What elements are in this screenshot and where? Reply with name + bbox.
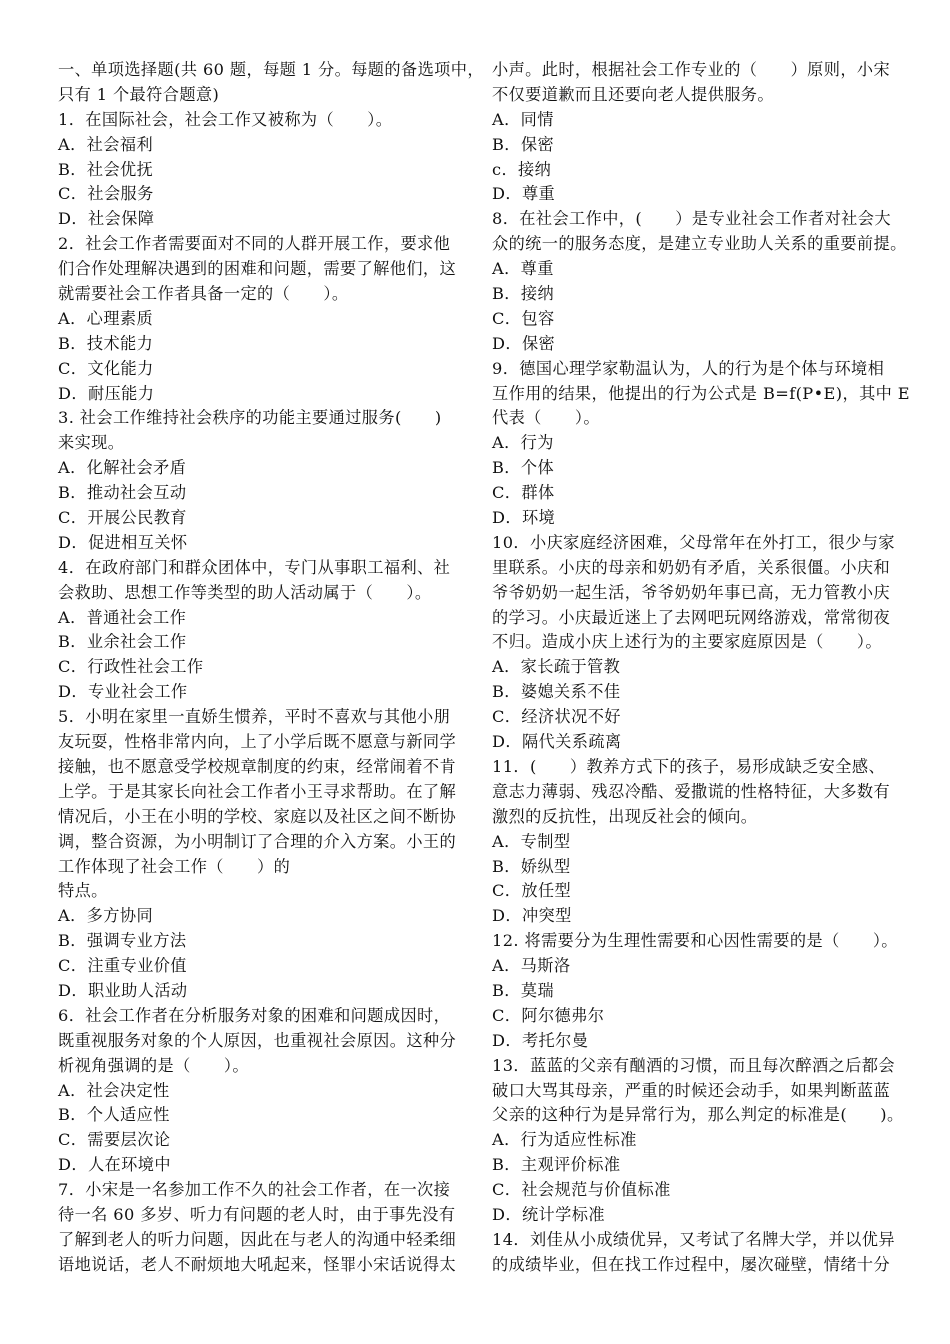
- text-line: A．同情: [492, 109, 554, 129]
- text-line: 一、单项选择题(共 60 题，每题 1 分。每题的备选项中，: [58, 60, 484, 79]
- text-line: C．注重专业价值: [58, 956, 187, 976]
- text-line: C．包容: [492, 308, 555, 328]
- text-line: A．社会决定性: [58, 1080, 170, 1100]
- text-line: C．开展公民教育: [58, 508, 187, 528]
- text-line: C．阿尔德弗尔: [492, 1005, 605, 1025]
- text-line: 不仅要道歉而且还要向老人提供服务。: [492, 84, 774, 104]
- text-line: 们合作处理解决遇到的困难和问题，需要了解他们，这: [58, 259, 457, 279]
- text-line: A．专制型: [492, 831, 571, 851]
- text-line: C．文化能力: [58, 358, 154, 378]
- text-line: A．多方协同: [58, 906, 154, 926]
- text-line: 代表（ ）。: [492, 408, 601, 428]
- text-line: 6．社会工作者在分析服务对象的困难和问题成因时，: [58, 1005, 451, 1025]
- text-line: A．行为: [492, 433, 554, 453]
- text-line: B．技术能力: [58, 333, 154, 353]
- text-line: 里联系。小庆的母亲和奶奶有矛盾，关系很僵。小庆和: [492, 557, 891, 577]
- text-line: 接触，也不愿意受学校规章制度的约束，经常闹着不肯: [58, 756, 457, 776]
- text-line: D．统计学标准: [492, 1204, 605, 1224]
- text-line: B．保密: [492, 134, 555, 154]
- text-line: B．业余社会工作: [58, 632, 187, 652]
- text-line: 调，整合资源，为小明制订了合理的介入方案。小王的: [58, 831, 457, 851]
- text-line: D．耐压能力: [58, 383, 155, 403]
- text-line: B．莫瑞: [492, 980, 555, 1000]
- text-line: 小声。此时，根据社会工作专业的（ ）原则，小宋: [492, 60, 891, 79]
- text-line: 特点。: [58, 881, 108, 901]
- text-line: 8．在社会工作中，( ）是专业社会工作者对社会大: [492, 209, 891, 229]
- text-line: C．放任型: [492, 881, 572, 901]
- text-line: D．促进相互关怀: [58, 532, 188, 552]
- text-line: 激烈的反抗性，出现反社会的倾向。: [492, 806, 758, 826]
- text-line: 的成绩毕业，但在找工作过程中，屡次碰壁，情绪十分: [492, 1254, 891, 1274]
- text-line: 14．刘佳从小成绩优异，又考试了名牌大学，并以优异: [492, 1229, 895, 1249]
- text-line: 来实现。: [58, 433, 125, 453]
- text-line: 破口大骂其母亲，严重的时候还会动手，如果判断蓝蓝: [492, 1080, 891, 1100]
- text-line: 12. 将需要分为生理性需要和心因性需要的是（ ）。: [492, 931, 898, 951]
- text-line: A．普通社会工作: [58, 607, 187, 627]
- text-line: B．婆媳关系不佳: [492, 682, 621, 702]
- text-line: B．接纳: [492, 284, 555, 304]
- text-line: 11．( ）教养方式下的孩子，易形成缺乏安全感、: [492, 756, 886, 776]
- text-line: A．马斯洛: [492, 956, 571, 976]
- text-line: D．考托尔曼: [492, 1030, 589, 1050]
- text-line: 3. 社会工作维持社会秩序的功能主要通过服务( ): [58, 408, 442, 428]
- right-text-column: [492, 58, 911, 1278]
- text-line: 爷爷奶奶一起生活，爷爷奶奶年事已高，无力管教小庆: [492, 582, 891, 602]
- text-line: D．职业助人活动: [58, 980, 188, 1000]
- text-line: C．需要层次论: [58, 1130, 171, 1150]
- text-line: 的学习。小庆最近迷上了去网吧玩网络游戏，常常彻夜: [492, 607, 891, 627]
- text-line: 情况后，小王在小明的学校、家庭以及社区之间不断协: [58, 806, 457, 826]
- left-text-column: [58, 58, 484, 1278]
- text-line: 就需要社会工作者具备一定的（ ）。: [58, 284, 349, 304]
- text-line: D．冲突型: [492, 906, 572, 926]
- text-line: B．强调专业方法: [58, 931, 187, 951]
- text-line: 13．蓝蓝的父亲有酗酒的习惯，而且每次醉酒之后都会: [492, 1055, 895, 1075]
- text-line: B．推动社会互动: [58, 483, 187, 503]
- text-line: 2．社会工作者需要面对不同的人群开展工作，要求他: [58, 234, 451, 254]
- text-line: 语地说话，老人不耐烦地大吼起来，怪罪小宋话说得太: [58, 1254, 457, 1274]
- text-line: D．环境: [492, 508, 556, 528]
- text-line: B．个人适应性: [58, 1105, 170, 1125]
- text-line: 7．小宋是一名参加工作不久的社会工作者，在一次接: [58, 1180, 451, 1200]
- text-line: 既重视服务对象的个人原因，也重视社会原因。这种分: [58, 1030, 457, 1050]
- text-line: D．社会保障: [58, 209, 155, 229]
- text-line: A．社会福利: [58, 134, 154, 154]
- text-line: c．接纳: [492, 159, 552, 179]
- text-line: B．个体: [492, 458, 555, 478]
- text-line: B．主观评价标准: [492, 1155, 621, 1175]
- text-line: 工作体现了社会工作（ ）的: [58, 856, 291, 876]
- text-line: C．群体: [492, 483, 555, 503]
- text-line: C．社会服务: [58, 184, 154, 204]
- text-line: C．行政性社会工作: [58, 657, 204, 677]
- text-line: 析视角强调的是（ ）。: [58, 1055, 249, 1075]
- text-line: A．行为适应性标准: [492, 1130, 637, 1150]
- text-line: 10．小庆家庭经济困难，父母常年在外打工，很少与家: [492, 532, 895, 552]
- text-line: 了解到老人的听力问题，因此在与老人的沟通中轻柔细: [58, 1229, 457, 1249]
- text-line: 1．在国际社会，社会工作又被称为（ ）。: [58, 109, 393, 129]
- text-line: 父亲的这种行为是异常行为，那么判定的标准是( )。: [492, 1105, 904, 1125]
- text-line: D．人在环境中: [58, 1155, 171, 1175]
- text-line: 意志力薄弱、残忍冷酷、爱撒谎的性格特征，大多数有: [492, 781, 891, 801]
- text-line: 4．在政府部门和群众团体中，专门从事职工福利、社: [58, 557, 451, 577]
- text-line: 众的统一的服务态度，是建立专业助人关系的重要前提。: [492, 234, 907, 254]
- text-line: 待一名 60 多岁、听力有问题的老人时，由于事先没有: [58, 1204, 456, 1224]
- text-line: D．尊重: [492, 184, 556, 204]
- text-line: A．心理素质: [58, 308, 154, 328]
- text-line: 9．德国心理学家勒温认为，人的行为是个体与环境相: [492, 358, 885, 378]
- text-line: D．专业社会工作: [58, 682, 188, 702]
- text-line: A．化解社会矛盾: [58, 458, 187, 478]
- text-line: 上学。于是其家长向社会工作者小王寻求帮助。在了解: [58, 781, 457, 801]
- text-line: 友玩耍，性格非常内向，上了小学后既不愿意与新同学: [58, 732, 457, 752]
- text-line: C．经济状况不好: [492, 707, 621, 727]
- text-line: D．隔代关系疏离: [492, 732, 622, 752]
- text-line: 不归。造成小庆上述行为的主要家庭原因是（ ）。: [492, 632, 882, 652]
- text-line: A．家长疏于管教: [492, 657, 621, 677]
- text-line: A．尊重: [492, 259, 554, 279]
- text-line: 5．小明在家里一直娇生惯养，平时不喜欢与其他小朋: [58, 707, 451, 727]
- text-line: D．保密: [492, 333, 556, 353]
- text-line: B．娇纵型: [492, 856, 571, 876]
- text-line: 互作用的结果，他提出的行为公式是 B=f(P•E)，其中 E: [492, 383, 911, 403]
- text-line: 会救助、思想工作等类型的助人活动属于（ ）。: [58, 582, 432, 602]
- text-line: B．社会优抚: [58, 159, 154, 179]
- text-line: C．社会规范与价值标准: [492, 1180, 671, 1200]
- text-line: 只有 1 个最符合题意): [58, 84, 220, 104]
